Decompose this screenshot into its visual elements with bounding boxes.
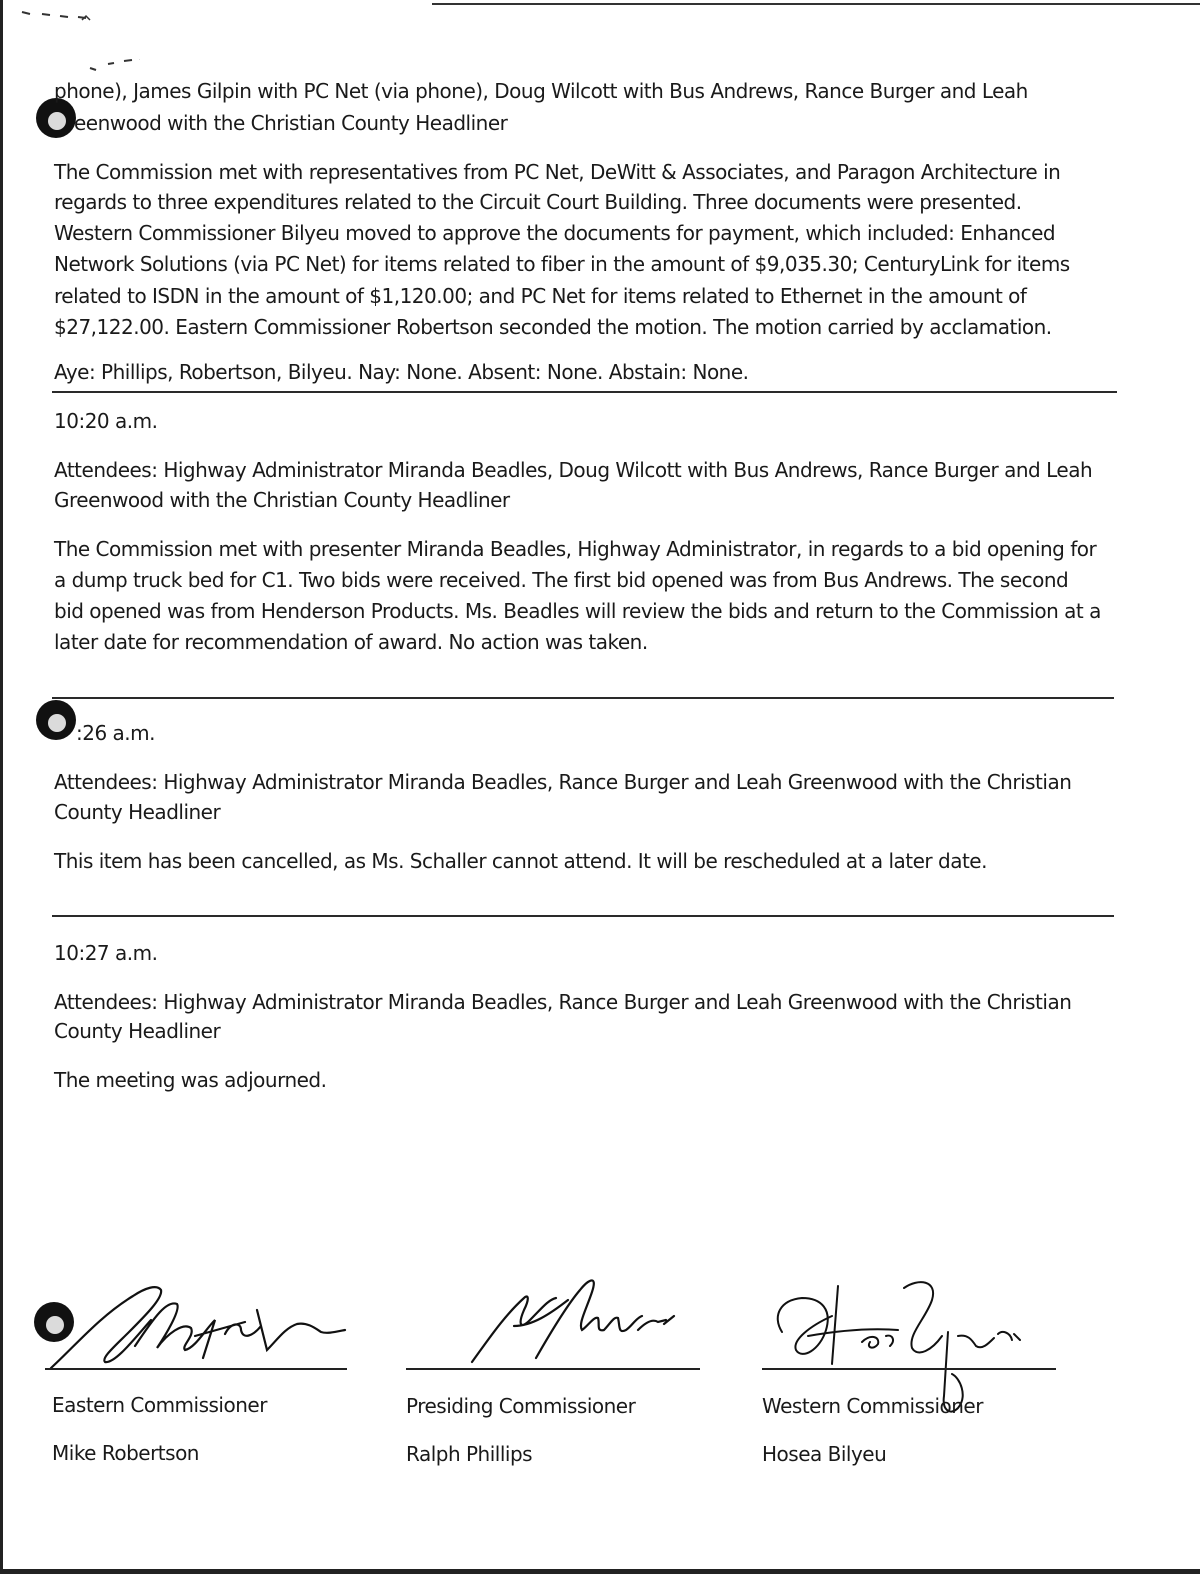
signatory-title: Western Commissioner: [762, 1394, 983, 1418]
page-border: [0, 1569, 1200, 1574]
paragraph-line: later date for recommendation of award. No action was taken.: [54, 630, 648, 654]
page-border: [0, 0, 3, 1574]
signature-line: [406, 1368, 700, 1370]
item-time: 10:20 a.m.: [54, 409, 158, 433]
header-rule: [432, 3, 1200, 5]
paragraph-line: regards to three expenditures related to the Circuit Court Building. Three documents were presented.: [54, 190, 1022, 214]
continuation-line: phone), James Gilpin with PC Net (via phone), Doug Wilcott with Bus Andrews, Rance Burger and Leah: [54, 79, 1028, 103]
continuation-line: eenwood with the Christian County Headliner: [74, 111, 508, 135]
paragraph-line: The Commission met with presenter Miranda Beadles, Highway Administrator, in regards to a bid opening for: [54, 537, 1097, 561]
signature-line: [45, 1368, 347, 1370]
signatory-title: Presiding Commissioner: [406, 1394, 636, 1418]
punch-hole: [36, 700, 76, 740]
paragraph-line: a dump truck bed for C1. Two bids were received. The first bid opened was from Bus Andrews. The second: [54, 568, 1069, 592]
attendees-line: Attendees: Highway Administrator Miranda Beadles, Doug Wilcott with Bus Andrews, Rance Burger and Leah: [54, 458, 1093, 482]
attendees-line: County Headliner: [54, 800, 221, 824]
paragraph-line: This item has been cancelled, as Ms. Schaller cannot attend. It will be rescheduled at a later date.: [54, 849, 987, 873]
section-divider: [52, 391, 1117, 393]
paragraph-line: The Commission met with representatives from PC Net, DeWitt & Associates, and Paragon Architecture in: [54, 160, 1061, 184]
attendees-line: Attendees: Highway Administrator Miranda Beadles, Rance Burger and Leah Greenwood with the Christian: [54, 770, 1072, 794]
paragraph-line: related to ISDN in the amount of $1,120.00; and PC Net for items related to Ethernet in the amount of: [54, 284, 1027, 308]
signature-line: [762, 1368, 1056, 1370]
item-time: 10:27 a.m.: [54, 941, 158, 965]
item-time: :26 a.m.: [76, 721, 155, 745]
attendees-line: County Headliner: [54, 1019, 221, 1043]
paragraph-line: $27,122.00. Eastern Commissioner Robertson seconded the motion. The motion carried by acclamation.: [54, 315, 1052, 339]
signatory-name: Hosea Bilyeu: [762, 1442, 887, 1466]
paragraph-line: The meeting was adjourned.: [54, 1068, 327, 1092]
section-divider: [52, 915, 1114, 917]
scan-artifact: [20, 6, 140, 76]
signature-robertson: [45, 1276, 350, 1371]
signatory-name: Mike Robertson: [52, 1441, 199, 1465]
attendees-line: Attendees: Highway Administrator Miranda Beadles, Rance Burger and Leah Greenwood with the Christian: [54, 990, 1072, 1014]
attendees-line: Greenwood with the Christian County Headliner: [54, 488, 510, 512]
signature-phillips: [468, 1270, 708, 1365]
signatory-title: Eastern Commissioner: [52, 1393, 267, 1417]
signatory-name: Ralph Phillips: [406, 1442, 533, 1466]
punch-hole: [36, 98, 76, 138]
vote-record: Aye: Phillips, Robertson, Bilyeu. Nay: None. Absent: None. Abstain: None.: [54, 360, 749, 384]
paragraph-line: bid opened was from Henderson Products. Ms. Beadles will review the bids and return to the Commission at a: [54, 599, 1101, 623]
paragraph-line: Network Solutions (via PC Net) for items related to fiber in the amount of $9,035.30; CenturyLink for items: [54, 252, 1070, 276]
paragraph-line: Western Commissioner Bilyeu moved to approve the documents for payment, which included: Enhanced: [54, 221, 1056, 245]
section-divider: [52, 697, 1114, 699]
